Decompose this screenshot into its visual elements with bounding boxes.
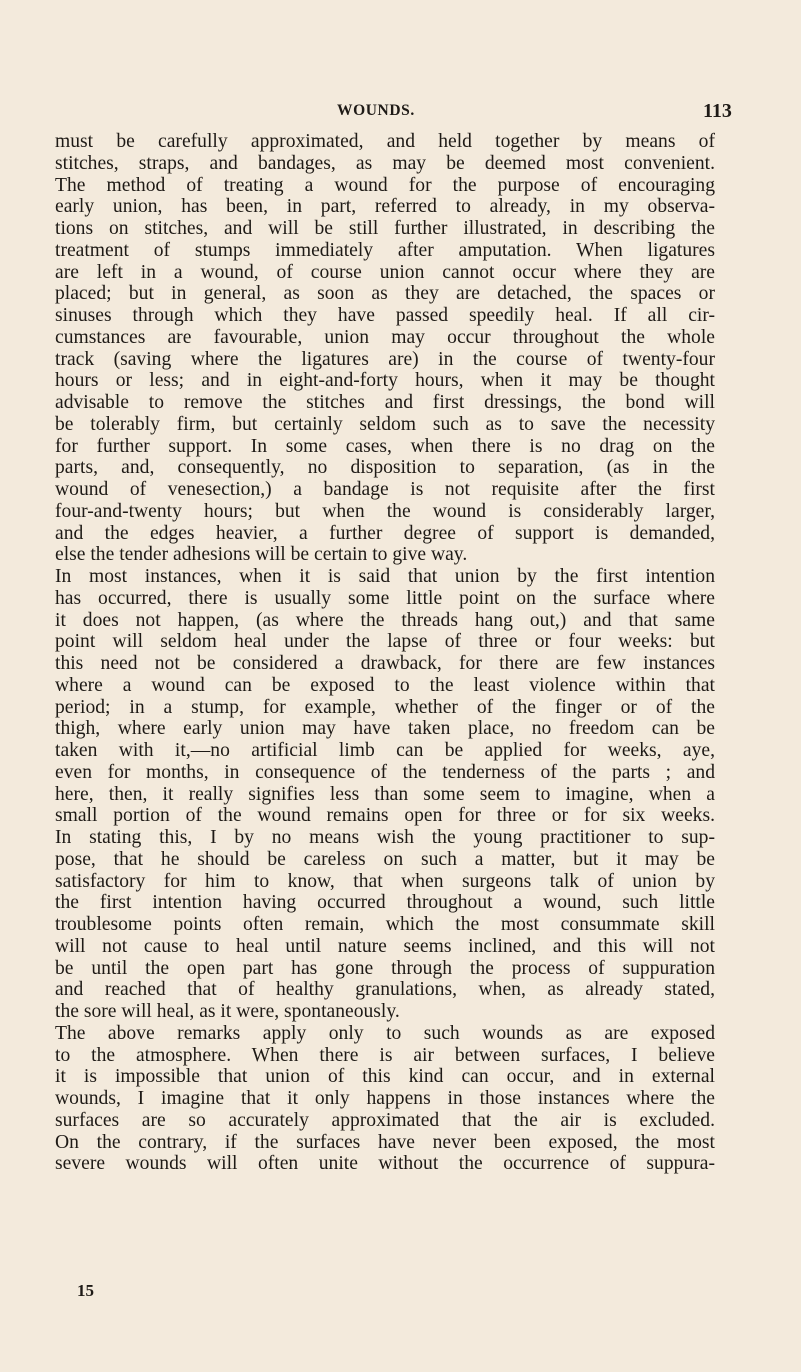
text-line: must be carefully approximated, and held together by means of (55, 131, 715, 152)
text-line: satisfactory for him to know, that when surgeons talk of union by (55, 870, 715, 892)
page-number: 113 (703, 100, 732, 122)
text-line: severe wounds will often unite without the occurrence of suppura- (55, 1153, 715, 1175)
signature-mark: 15 (77, 1281, 94, 1300)
text-line: hours or less; and in eight-and-forty hours, when it may be thought (55, 370, 715, 392)
text-line: has occurred, there is usually some little point on the surface where (55, 587, 715, 609)
text-line: cumstances are favourable, union may occur throughout the whole (55, 326, 715, 348)
text-line: and the edges heavier, a further degree of support is demanded, (55, 522, 715, 544)
text-line: The method of treating a wound for the purpose of encouraging (55, 174, 715, 196)
running-head (0, 102, 801, 126)
text-line: to the atmosphere. When there is air between surfaces, I believe (55, 1044, 715, 1066)
text-line: troublesome points often remain, which the most consummate skill (55, 914, 715, 935)
text-line: On the contrary, if the surfaces have never been exposed, the most (55, 1131, 715, 1153)
text-line: pose, that he should be careless on such a matter, but it may be (55, 848, 715, 870)
text-line: In stating this, I by no means wish the young practitioner to sup- (55, 827, 715, 848)
text-line: it does not happen, (as where the threads hang out,) and that same (55, 609, 715, 631)
text-line: early union, has been, in part, referred to already, in my observa- (55, 196, 715, 218)
text-line: track (saving where the ligatures are) in the course of twenty-four (55, 348, 715, 370)
text-line: surfaces are so accurately approximated that the air is excluded. (55, 1109, 715, 1131)
text-line: wound of venesection,) a bandage is not requisite after the first (55, 479, 715, 500)
text-line: placed; but in general, as soon as they are detached, the spaces or (55, 283, 715, 305)
text-line: sinuses through which they have passed speedily heal. If all cir- (55, 305, 715, 326)
text-line: and reached that of healthy granulations, when, as already stated, (55, 979, 715, 1001)
text-line: for further support. In some cases, when there is no drag on the (55, 435, 715, 457)
text-line: be until the open part has gone through the process of suppuration (55, 957, 715, 979)
text-line: parts, and, consequently, no disposition to separation, (as in the (55, 457, 715, 479)
text-line: treatment of stumps immediately after amputation. When ligatures (55, 239, 715, 261)
text-line: this need not be considered a drawback, for there are few instances (55, 653, 715, 674)
text-line: tions on stitches, and will be still further illustrated, in describing the (55, 218, 715, 239)
text-line: small portion of the wound remains open for three or for six weeks. (55, 805, 715, 827)
text-line: the sore will heal, as it were, spontaneously. (55, 1001, 400, 1022)
text-line: even for months, in consequence of the tenderness of the parts ; and (55, 761, 715, 783)
running-head-title: WOUNDS. (337, 102, 415, 119)
text-line: it is impossible that union of this kind can occur, and in external (55, 1066, 715, 1088)
text-line: be tolerably firm, but certainly seldom such as to save the necessity (55, 413, 715, 435)
text-line: where a wound can be exposed to the least violence within that (55, 674, 715, 696)
text-line: here, then, it really signifies less than some seem to imagine, when a (55, 783, 715, 805)
text-line: will not cause to heal until nature seems inclined, and this will not (55, 935, 715, 957)
text-line: advisable to remove the stitches and first dressings, the bond will (55, 392, 715, 413)
text-line: the first intention having occurred throughout a wound, such little (55, 892, 715, 914)
body-text (55, 131, 715, 1175)
text-line: period; in a stump, for example, whether of the finger or of the (55, 696, 715, 718)
text-line: else the tender adhesions will be certain to give way. (55, 544, 468, 566)
text-line: point will seldom heal under the lapse of three or four weeks: but (55, 631, 715, 653)
text-line: taken with it,—no artificial limb can be applied for weeks, aye, (55, 740, 715, 761)
text-line: are left in a wound, of course union cannot occur where they are (55, 261, 715, 283)
text-line: four-and-twenty hours; but when the wound is considerably larger, (55, 500, 715, 522)
text-line: The above remarks apply only to such wounds as are exposed (55, 1022, 715, 1044)
text-line: stitches, straps, and bandages, as may be deemed most convenient. (55, 152, 715, 174)
text-line: In most instances, when it is said that union by the first intention (55, 566, 715, 587)
text-line: thigh, where early union may have taken place, no freedom can be (55, 718, 715, 740)
text-line: wounds, I imagine that it only happens in those instances where the (55, 1088, 715, 1109)
